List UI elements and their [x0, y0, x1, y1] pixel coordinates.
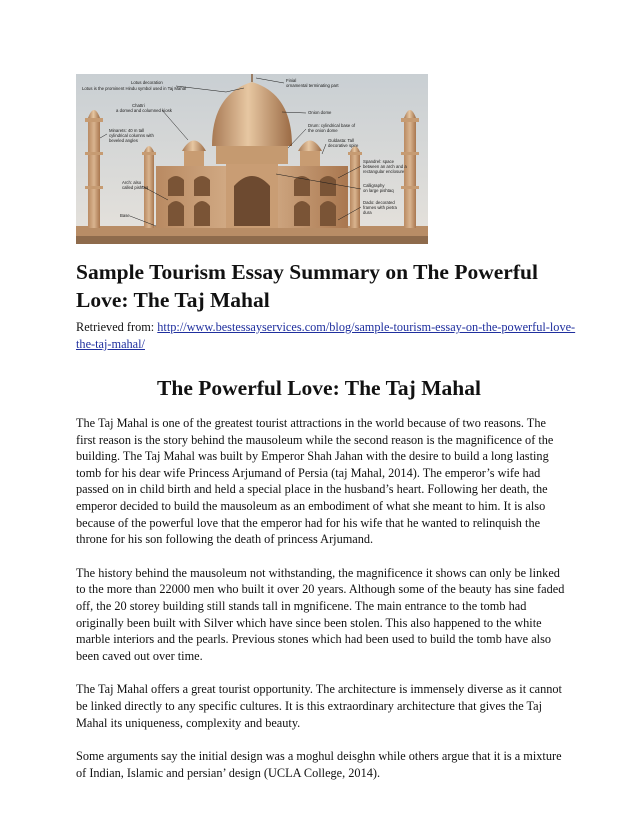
source-link[interactable]: http://www.bestessayservices.com/blog/sample-tourism-essay-on-the-powerful-love-the-taj-mahal/ [76, 320, 576, 351]
label-guldasta: Guldasta: Tall [328, 138, 354, 143]
label-chattri-sub: a domed and columned kiosk [116, 108, 172, 113]
label-spandrel-sub2: rectangular enclosure [363, 169, 405, 174]
label-spandrel: Spandrel: space [363, 159, 395, 164]
label-minarets-sub2: beveled angles [109, 138, 138, 143]
label-calligraphy: Calligraphy [363, 183, 385, 188]
paragraph: The Taj Mahal is one of the greatest tourist attractions in the world because of two reasons. The first reason is the story behind the mausoleum while the second reason is the magnificence of the building. The Taj Mahal was built by Emperor Shah Jahan with the desire to build a long lasting tomb for his dear wife Princess Arjumand of Persia (taj Mahal, 2014). The emperor’s wife had passed on in child birth and held a special place in the husband’s heart. Following her death, the emperor decided to build the mausoleum as an embodiment of what she meant to him. It is also because of the powerful love that the emperor had for his wife that he wanted to relinquish the throne for his son following the death of princess Arjumand. [76, 416, 554, 547]
label-calligraphy-sub: on large pishtaq [363, 188, 394, 193]
label-arch-sub: called pishtaq [122, 185, 149, 190]
paragraph: Some arguments say the initial design was a moghul deisghn while others argue that it is a mixture of Indian, Islamic and persian’ design (UCLA College, 2014). [76, 749, 562, 780]
label-lotus: Lotus decoration [131, 80, 163, 85]
label-arch: Arch: also [122, 180, 142, 185]
label-dado-sub: frames with pietra [363, 205, 397, 210]
label-finial: Finial [286, 78, 297, 83]
retrieved-prefix: Retrieved from: [76, 320, 158, 334]
paragraph: The history behind the mausoleum not withstanding, the magnificence it shows can only be linked to the more than 22000 men who built it over 20 years. Although some of the beauty has sine faded off, the 20 storey building still stands tall in mgnificene. The main entrance to the tomb had originally been built with Silver which have since been stolen. This also happened to the white marble interiors and the pearls. Previous stones which had been used to build the tomb have also been caved out over time. [76, 565, 565, 663]
label-lotus-sub: Lotus is the prominent Hindu symbol used in Taj Mahal [82, 86, 187, 91]
label-finial-sub: ornamental terminating part [286, 83, 339, 88]
label-chattri: Chattri [132, 103, 145, 108]
label-guldasta-sub: decorative spire [328, 143, 359, 148]
document-title: Sample Tourism Essay Summary on The Powerful Love: The Taj Mahal [76, 260, 538, 312]
label-minarets: Minarets: 40 m tall [109, 128, 145, 133]
paragraph: The Taj Mahal offers a great tourist opportunity. The architecture is immensely diverse as it cannot be linked directly to any specific cultures. It is this extraordinary architecture that gives the Taj Mahal its uniqueness, complexity and beauty. [76, 682, 562, 730]
label-dado-sub2: dura [363, 210, 372, 215]
label-dado: Dado: decorated [363, 200, 395, 205]
taj-mahal-illustration [76, 74, 428, 244]
essay-body [76, 415, 568, 798]
retrieved-from [76, 319, 576, 353]
label-onion: Onion dome [308, 110, 332, 115]
label-spandrel-sub: between an arch and a [363, 164, 407, 169]
taj-mahal-diagram [76, 74, 428, 244]
essay-heading: The Powerful Love: The Taj Mahal [157, 376, 481, 400]
label-base: Base [120, 213, 130, 218]
label-drum: Drum: cylindrical base of [308, 123, 356, 128]
label-minarets-sub: cylindrical columns with [109, 133, 154, 138]
label-drum-sub: the onion dome [308, 128, 338, 133]
